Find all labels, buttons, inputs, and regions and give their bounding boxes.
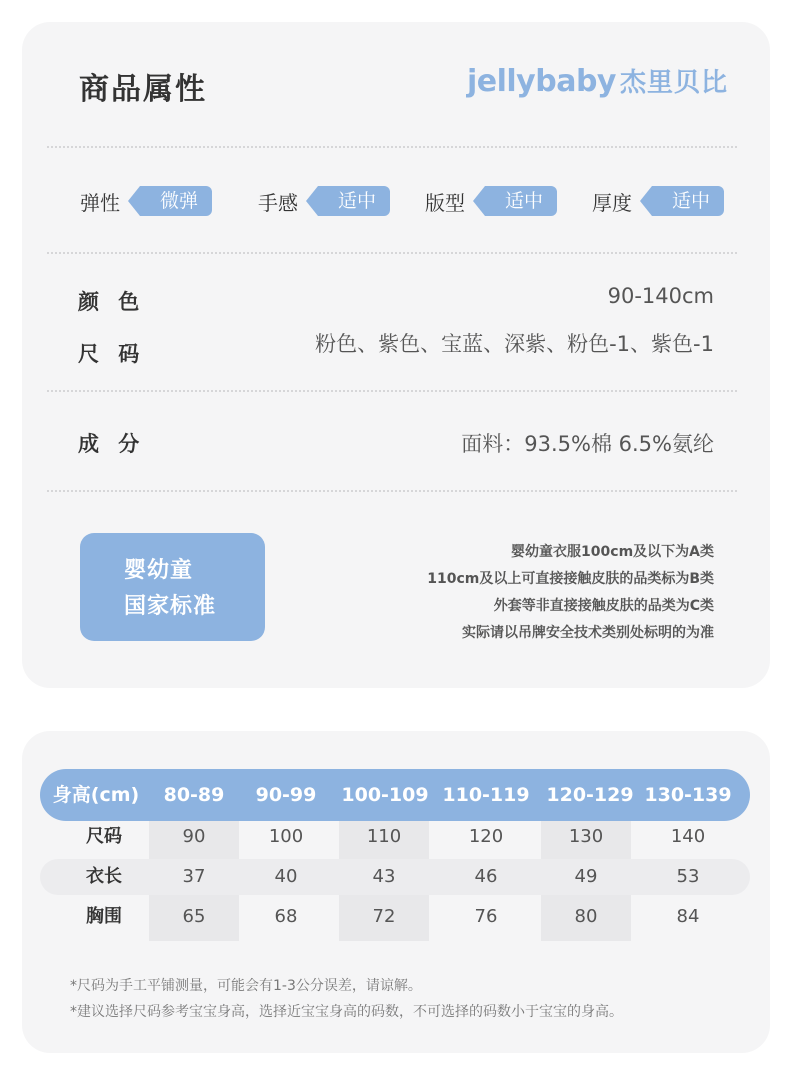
table-cell: 84 (676, 906, 700, 927)
table-cell: 120 (468, 826, 504, 847)
table-cell: 80 (574, 906, 598, 927)
divider (47, 490, 737, 492)
attribute-fit (425, 184, 557, 218)
row-label: 胸围 (86, 906, 122, 927)
national-standard-badge (80, 533, 265, 641)
section-title: 商品属性 (79, 72, 207, 107)
attribute-feel (258, 184, 390, 218)
footnote: *建议选择尺码参考宝宝身高，选择近宝宝身高的码数，不可选择的码数小于宝宝的身高。 (70, 1004, 623, 1020)
size-chart-card (22, 731, 770, 1053)
color-value: 90-140cm (607, 284, 714, 308)
table-cell: 72 (372, 906, 396, 927)
header-col: 100-109 (341, 784, 429, 806)
table-cell: 76 (474, 906, 498, 927)
attribute-value-tag: 适中 (485, 186, 557, 216)
brand-logo (467, 62, 728, 99)
header-col: 80-89 (163, 784, 225, 806)
attribute-value-tag: 适中 (652, 186, 724, 216)
size-table-header (40, 769, 750, 821)
attribute-thickness (592, 184, 724, 218)
table-cell: 110 (366, 826, 402, 847)
standard-note: 外套等非直接接触皮肤的品类为C类 (493, 598, 714, 614)
footnote: *尺码为手工平铺测量，可能会有1-3公分误差，请谅解。 (70, 978, 422, 994)
table-cell: 65 (182, 906, 206, 927)
attribute-label: 版型 (425, 190, 465, 215)
badge-line-2: 国家标准 (124, 594, 217, 619)
divider (47, 390, 737, 392)
attribute-label: 厚度 (592, 190, 632, 215)
standard-note: 实际请以吊牌安全技术类别处标明的为准 (462, 625, 714, 641)
table-cell: 40 (274, 866, 298, 887)
table-cell: 68 (274, 906, 298, 927)
table-cell: 46 (474, 866, 498, 887)
table-cell: 49 (574, 866, 598, 887)
badge-line-1: 婴幼童 (124, 558, 194, 583)
header-col: 120-129 (546, 784, 634, 806)
material-label: 成 分 (78, 432, 146, 456)
table-cell: 43 (372, 866, 396, 887)
product-attributes-card (22, 22, 770, 688)
standard-notes (427, 539, 714, 647)
size-footnotes (70, 973, 623, 1025)
table-cell: 100 (268, 826, 304, 847)
attribute-value-tag: 适中 (318, 186, 390, 216)
header-height-label: 身高(cm) (52, 784, 140, 806)
material-value: 面料：93.5%棉 6.5%氨纶 (461, 432, 714, 456)
color-label: 颜 色 (78, 290, 146, 314)
header-col: 110-119 (442, 784, 530, 806)
table-cell: 130 (568, 826, 604, 847)
size-label: 尺 码 (78, 342, 146, 366)
header-col: 130-139 (644, 784, 732, 806)
table-cell: 140 (670, 826, 706, 847)
header-col: 90-99 (255, 784, 317, 806)
table-cell: 37 (182, 866, 206, 887)
attribute-tags (80, 184, 730, 218)
table-cell: 53 (676, 866, 700, 887)
standard-note: 110cm及以上可直接接触皮肤的品类标为B类 (427, 571, 714, 587)
divider (47, 146, 737, 148)
table-cell: 90 (182, 826, 206, 847)
size-value: 粉色、紫色、宝蓝、深紫、粉色-1、紫色-1 (315, 332, 714, 356)
brand-name-en: jellybaby (466, 64, 616, 99)
divider (47, 252, 737, 254)
attribute-label: 手感 (258, 190, 298, 215)
standard-note: 婴幼童衣服100cm及以下为A类 (511, 544, 714, 560)
attribute-elasticity (80, 184, 212, 218)
row-label: 尺码 (86, 826, 122, 847)
brand-name-cn: 杰里贝比 (619, 68, 728, 98)
row-label: 衣长 (86, 866, 122, 887)
attribute-value-tag: 微弹 (140, 186, 212, 216)
attribute-label: 弹性 (80, 190, 120, 215)
